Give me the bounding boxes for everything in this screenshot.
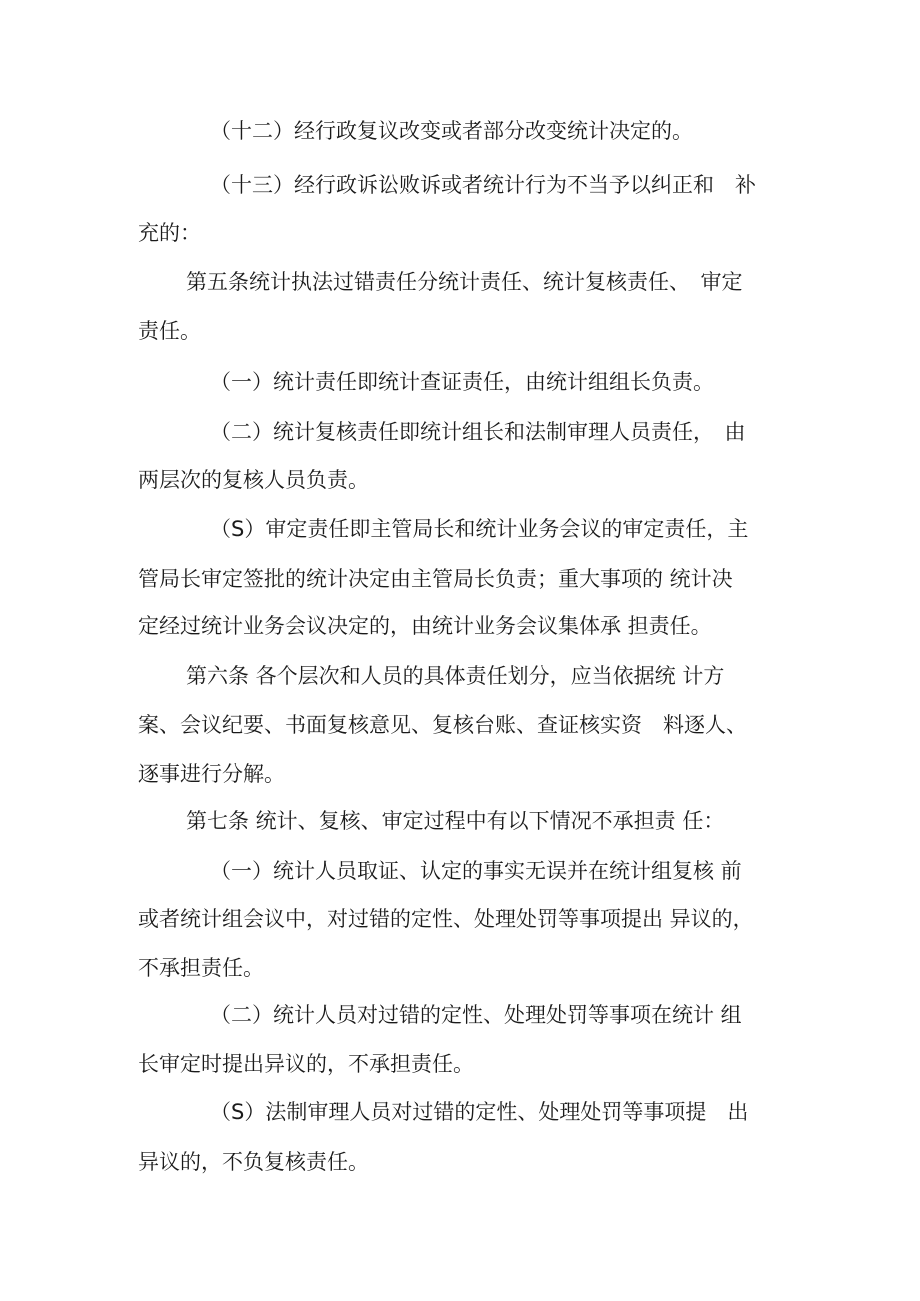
paragraph-line: 或者统计组会议中，对过错的定性、处理处罚等事项提出 异议的，: [138, 907, 754, 931]
paragraph-line: 长审定时提出异议的，不承担责任。: [138, 1052, 474, 1076]
paragraph-line: （一）统计人员取证、认定的事实无误并在统计组复核 前: [210, 859, 742, 883]
paragraph-line: （S）审定责任即主管局长和统计业务会议的审定责任，主: [210, 517, 749, 541]
paragraph-line: 管局长审定签批的统计决定由主管局长负责；重大事项的 统计决: [138, 567, 733, 591]
paragraph-line: （十三）经行政诉讼败诉或者统计行为不当予以纠正和 补: [210, 173, 756, 197]
paragraph-line: 不承担责任。: [138, 956, 264, 980]
paragraph-line: （一）统计责任即统计查证责任，由统计组组长负责。: [210, 370, 714, 394]
paragraph-line: （二）统计人员对过错的定性、处理处罚等事项在统计 组: [210, 1003, 742, 1027]
paragraph-line: 案、会议纪要、书面复核意见、复核台账、查证核实资 料逐人、: [138, 713, 747, 737]
paragraph-line: （二）统计复核责任即统计组长和法制审理人员责任， 由: [210, 420, 746, 444]
paragraph-line: 逐事进行分解。: [138, 762, 285, 786]
paragraph-line: 两层次的复核人员负责。: [138, 468, 369, 492]
paragraph-line: （S）法制审理人员对过错的定性、处理处罚等事项提 出: [210, 1100, 749, 1124]
paragraph-line: 异议的，不负复核责任。: [138, 1150, 369, 1174]
paragraph-line: 第六条 各个层次和人员的具体责任划分，应当依据统 计方: [186, 664, 725, 688]
paragraph-line: （十二）经行政复议改变或者部分改变统计决定的。: [210, 119, 693, 143]
paragraph-line: 第五条统计执法过错责任分统计责任、统计复核责任、 审定: [186, 270, 743, 294]
paragraph-line: 第七条 统计、复核、审定过程中有以下情况不承担责 任：: [186, 809, 725, 833]
paragraph-line: 充的：: [138, 221, 201, 245]
paragraph-line: 责任。: [138, 319, 201, 343]
paragraph-line: 定经过统计业务会议决定的，由统计业务会议集体承 担责任。: [138, 614, 712, 638]
